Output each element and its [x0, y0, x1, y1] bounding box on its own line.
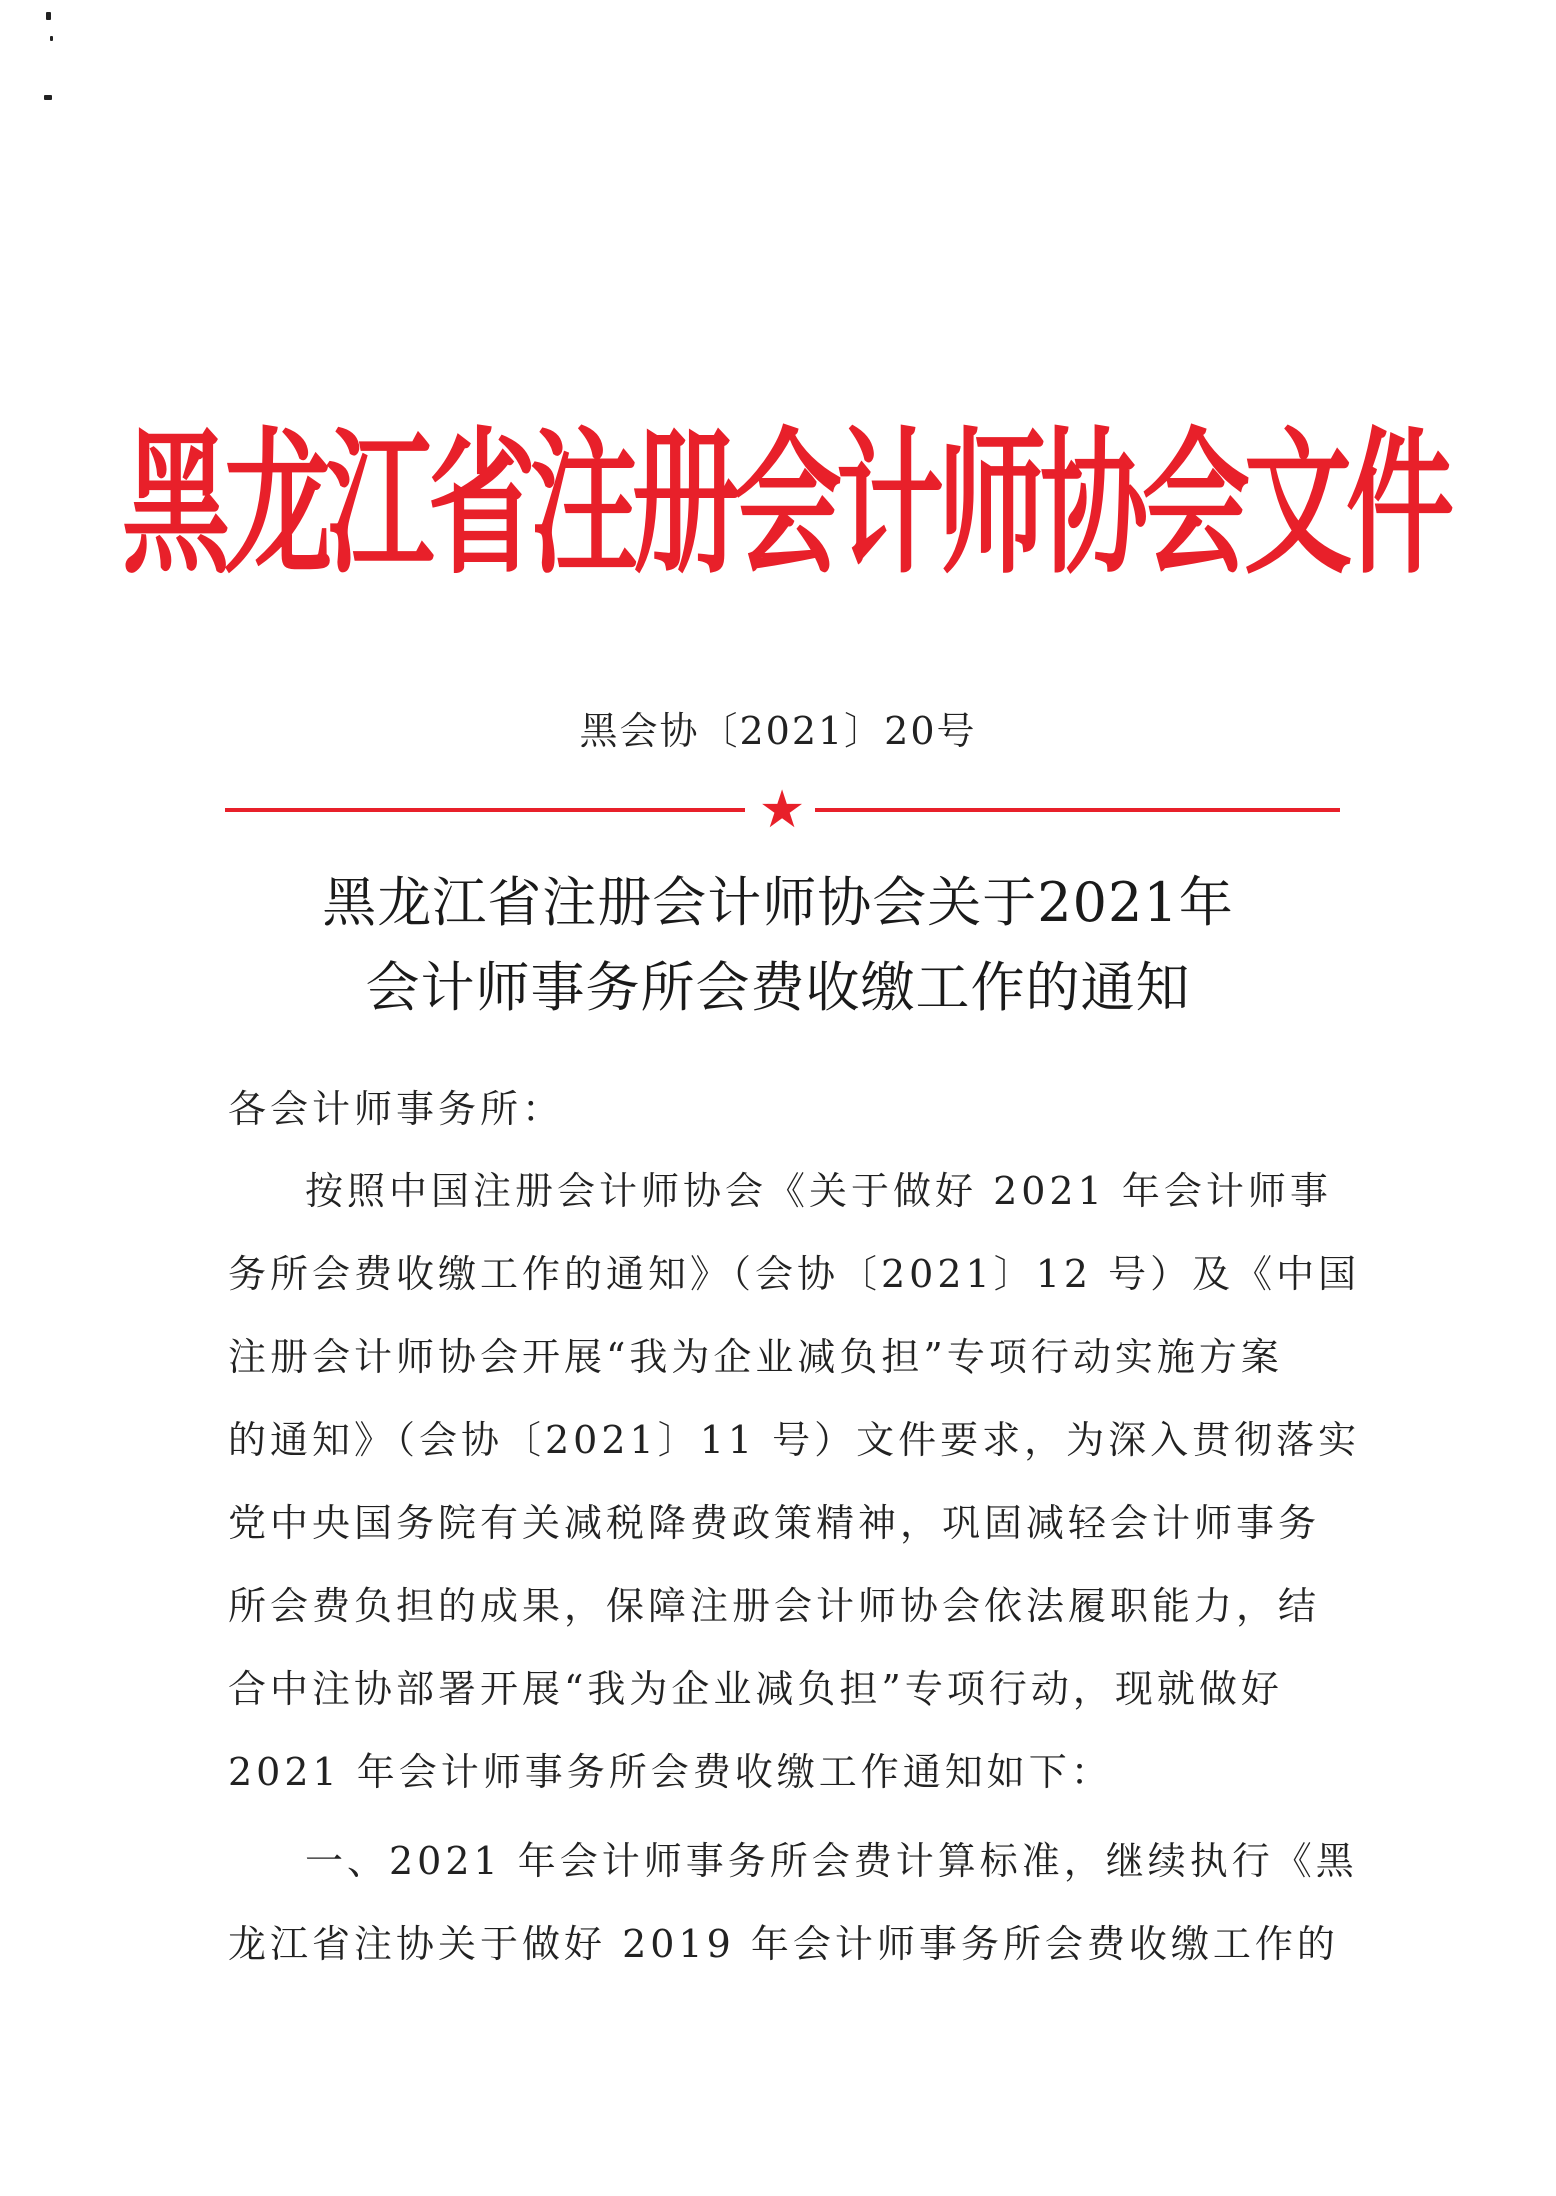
notice-title-line-1: 黑龙江省注册会计师协会关于2021年 [322, 871, 1234, 934]
document-masthead: 黑龙江省注册会计师协会文件 [122, 413, 1449, 596]
paragraph-line: 务所会费收缴工作的通知》（会协〔2021〕12 号）及《中国 [228, 1252, 1361, 1296]
star-icon: ★ [758, 780, 806, 840]
salutation: 各会计师事务所： [228, 1087, 565, 1131]
scan-speck [46, 12, 51, 20]
paragraph-line: 的通知》（会协〔2021〕11 号）文件要求，为深入贯彻落实 [228, 1418, 1361, 1462]
divider-line-right [815, 808, 1340, 812]
scan-speck [50, 36, 53, 41]
paragraph-line: 一、2021 年会计师事务所会费计算标准，继续执行《黑 [305, 1839, 1358, 1883]
paragraph-line: 龙江省注协关于做好 2019 年会计师事务所会费收缴工作的 [228, 1922, 1339, 1966]
paragraph-line: 党中央国务院有关减税降费政策精神，巩固减轻会计师事务 [228, 1501, 1321, 1545]
paragraph-line: 2021 年会计师事务所会费收缴工作通知如下： [228, 1750, 1113, 1794]
paragraph-line: 按照中国注册会计师协会《关于做好 2021 年会计师事 [305, 1169, 1332, 1213]
document-number: 黑会协〔2021〕20号 [579, 709, 977, 753]
divider-line-left [225, 808, 745, 812]
paragraph-line: 合中注协部署开展“我为企业减负担”专项行动，现就做好 [228, 1667, 1283, 1711]
paragraph-line: 所会费负担的成果，保障注册会计师协会依法履职能力，结 [228, 1584, 1321, 1628]
paragraph-line: 注册会计师协会开展“我为企业减负担”专项行动实施方案 [228, 1335, 1283, 1379]
red-divider [225, 780, 1340, 840]
scan-speck [44, 95, 52, 100]
notice-title-line-2: 会计师事务所会费收缴工作的通知 [365, 956, 1191, 1019]
